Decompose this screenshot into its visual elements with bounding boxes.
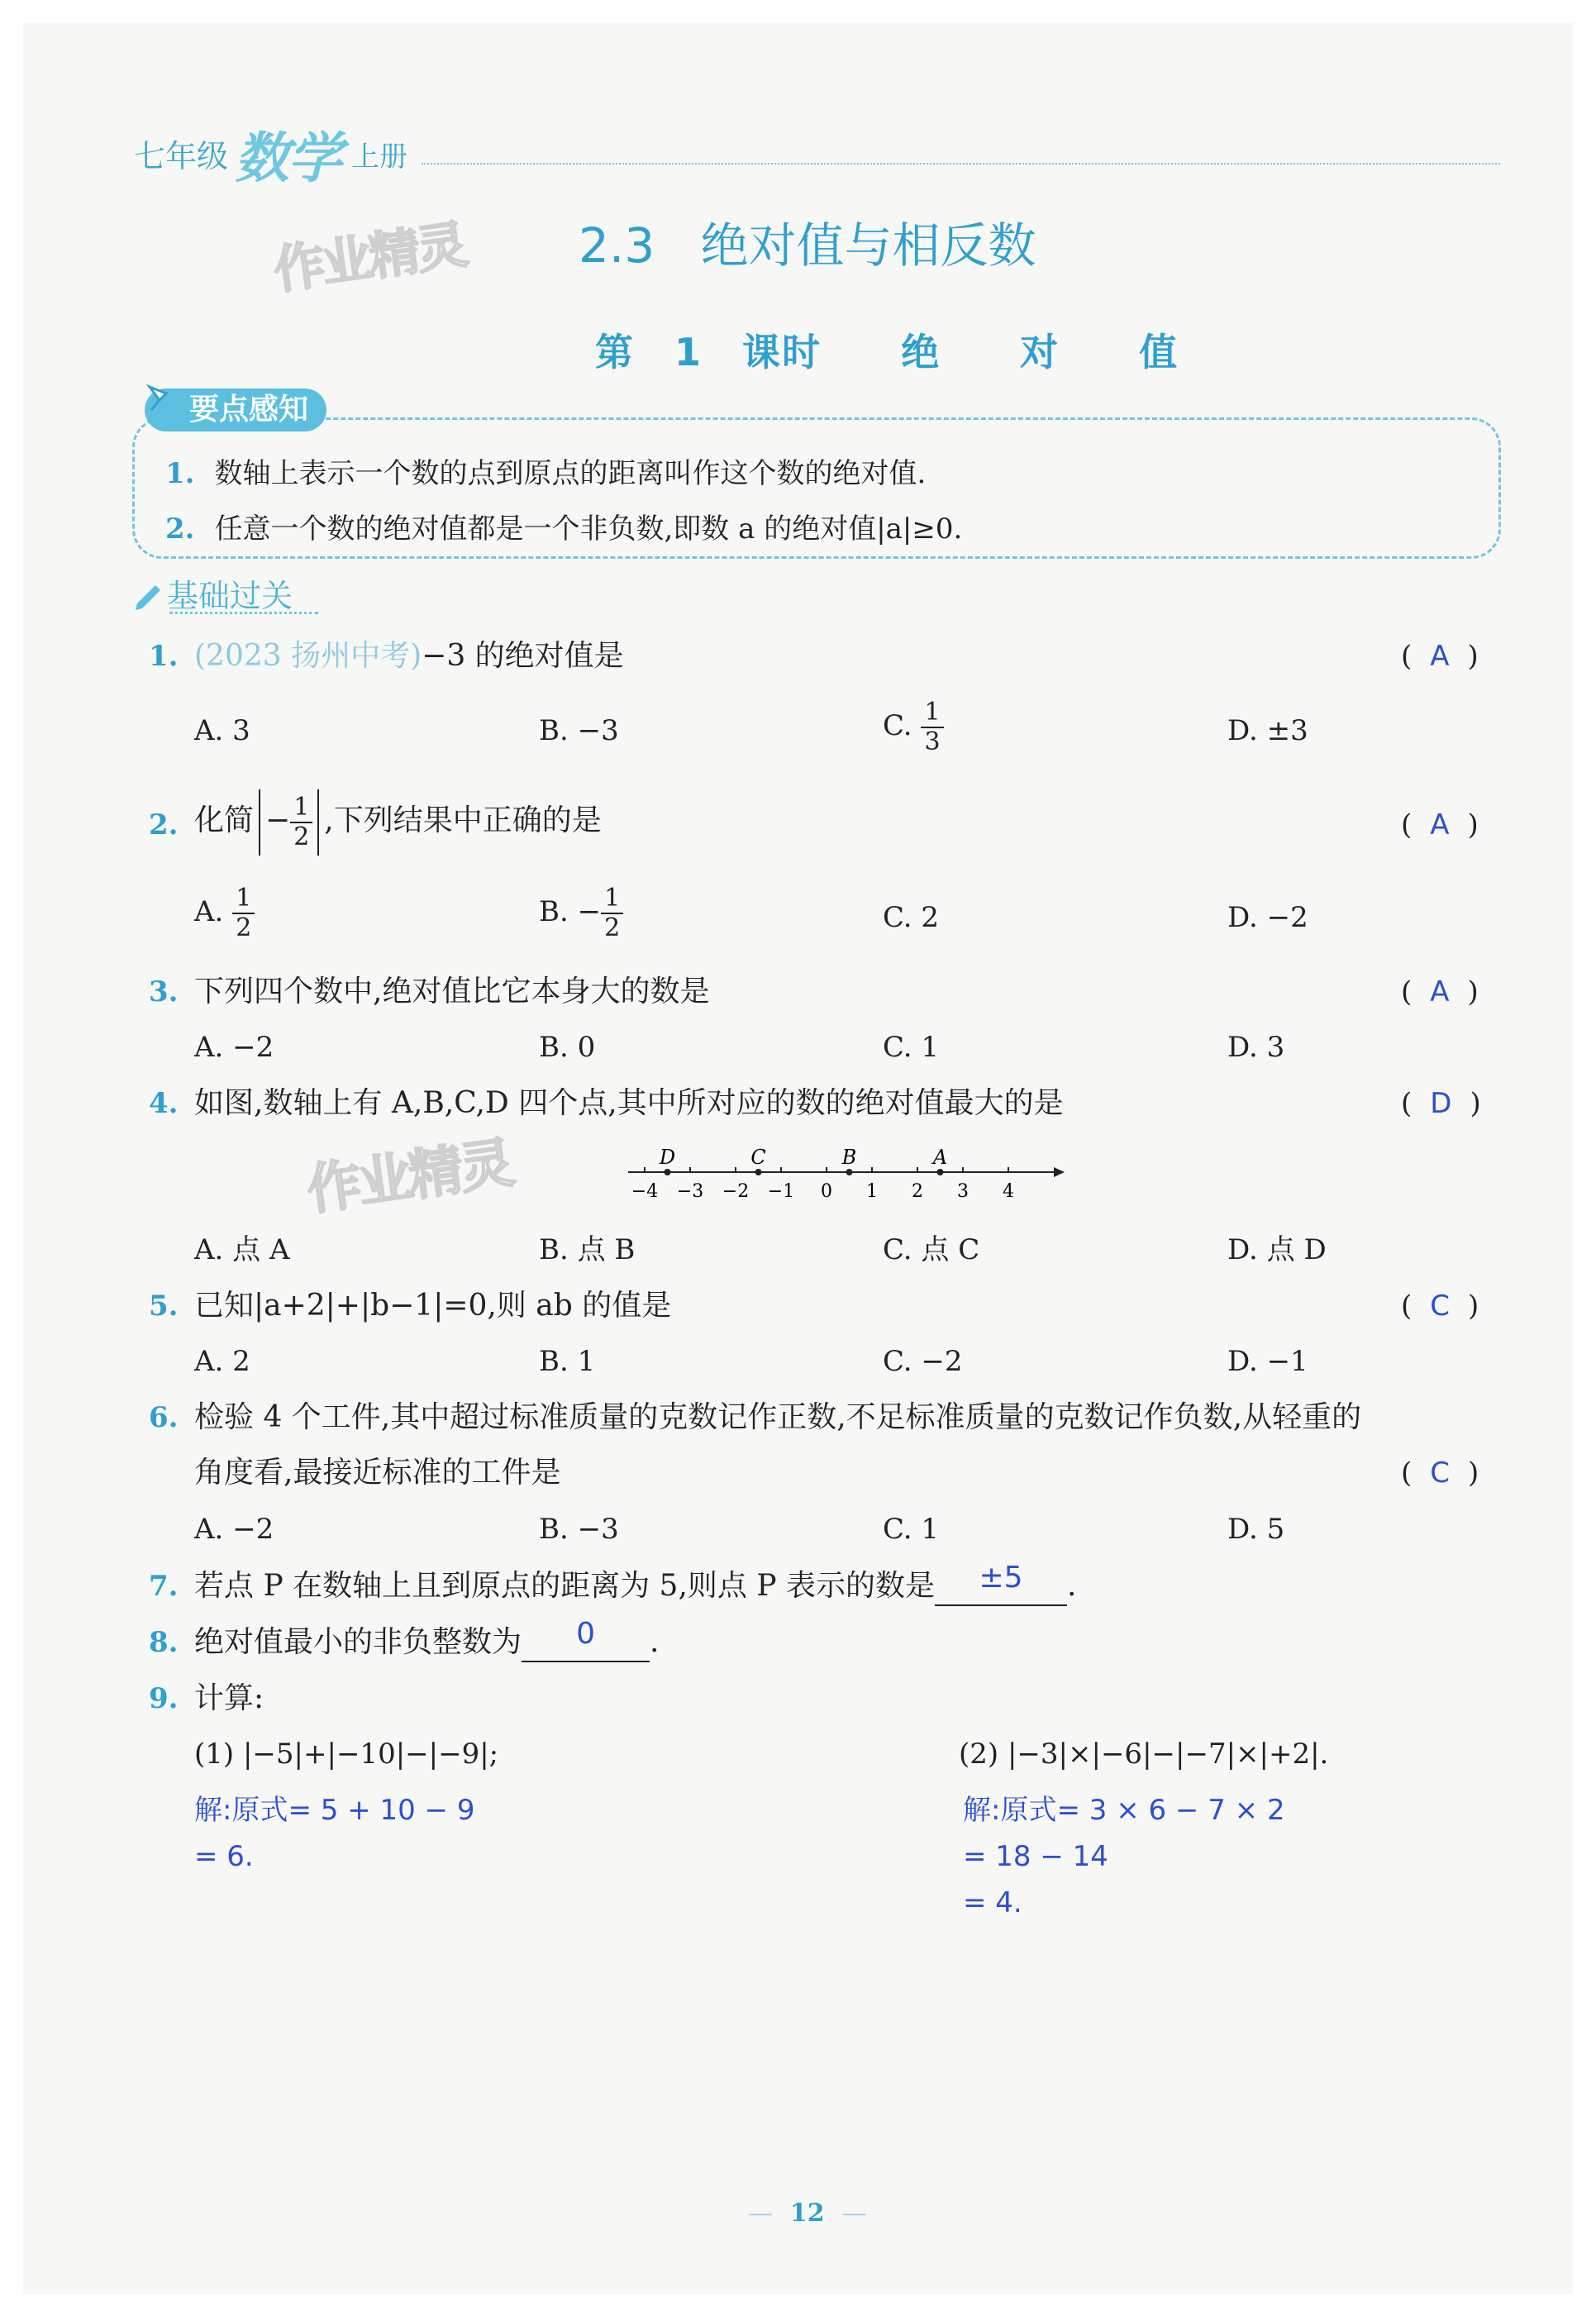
solution-line: = 18 − 14	[963, 1840, 1108, 1873]
pin-icon	[145, 382, 178, 415]
header-subject: 数学	[235, 126, 341, 190]
key-points-badge: 要点感知	[145, 389, 326, 431]
header-grade: 七年级	[134, 138, 229, 174]
key-point-2: 2. 任意一个数的绝对值都是一个非负数,即数 a 的绝对值|a|≥0.	[165, 513, 963, 546]
solution-line: = 6.	[194, 1840, 254, 1873]
solution-line: = 4.	[963, 1886, 1022, 1919]
number-line-point-label: B	[841, 1146, 857, 1169]
number-line-tick-label: −1	[767, 1181, 795, 1202]
answer-blank: ±5	[935, 1568, 1067, 1606]
solution-line: 解:原式= 5 + 10 − 9	[194, 1794, 475, 1827]
header-divider	[422, 163, 1500, 164]
number-line-tick-label: 2	[912, 1181, 923, 1202]
number-line-tick-label: −3	[676, 1181, 704, 1202]
number-line-point-label: A	[932, 1146, 948, 1169]
number-line-tick-label: 0	[821, 1181, 832, 1202]
page-number: — 12 —	[748, 2199, 867, 2228]
number-line-tick-label: −2	[722, 1181, 750, 1202]
answer-blank: 0	[522, 1624, 650, 1662]
answer-bracket: ( D )	[1401, 1087, 1481, 1120]
answer-bracket: ( A )	[1401, 640, 1479, 673]
answer-bracket: ( C )	[1401, 1456, 1479, 1490]
answer-bracket: ( C )	[1401, 1290, 1479, 1323]
answer-bracket: ( A )	[1401, 975, 1479, 1008]
number-line-point	[846, 1169, 853, 1175]
solution-line: 解:原式= 3 × 6 − 7 × 2	[963, 1794, 1285, 1827]
lesson-title: 第 1 课时 绝 对 值	[595, 330, 1179, 374]
number-line-point-label: C	[750, 1146, 766, 1169]
number-line-point-label: D	[659, 1146, 676, 1169]
calc-part-2: (2) |−3|×|−6|−|−7|×|+2|.	[959, 1738, 1329, 1771]
section-title: 2.3 绝对值与相反数	[579, 217, 1036, 274]
number-line-arrow	[1054, 1167, 1065, 1177]
number-line-tick-label: 1	[866, 1181, 878, 1202]
watermark-2: 作业精灵	[303, 1131, 515, 1223]
watermark: 作业精灵	[269, 214, 469, 301]
calc-part-1: (1) |−5|+|−10|−|−9|;	[194, 1738, 499, 1771]
number-line-tick-label: 3	[957, 1181, 969, 1202]
number-line-tick-label: −4	[631, 1181, 659, 1202]
basic-section-underline	[169, 612, 318, 614]
pencil-icon	[132, 579, 165, 612]
key-point-1: 1. 数轴上表示一个数的点到原点的距离叫作这个数的绝对值.	[165, 457, 927, 490]
number-line-figure	[628, 1141, 1066, 1207]
number-line-point	[937, 1169, 944, 1175]
header-volume: 上册	[351, 141, 407, 174]
number-line-point	[665, 1169, 671, 1175]
number-line-point	[755, 1169, 762, 1175]
answer-bracket: ( A )	[1401, 808, 1479, 841]
number-line-tick-label: 4	[1003, 1181, 1014, 1202]
basic-section-label: 基础过关	[167, 578, 293, 614]
